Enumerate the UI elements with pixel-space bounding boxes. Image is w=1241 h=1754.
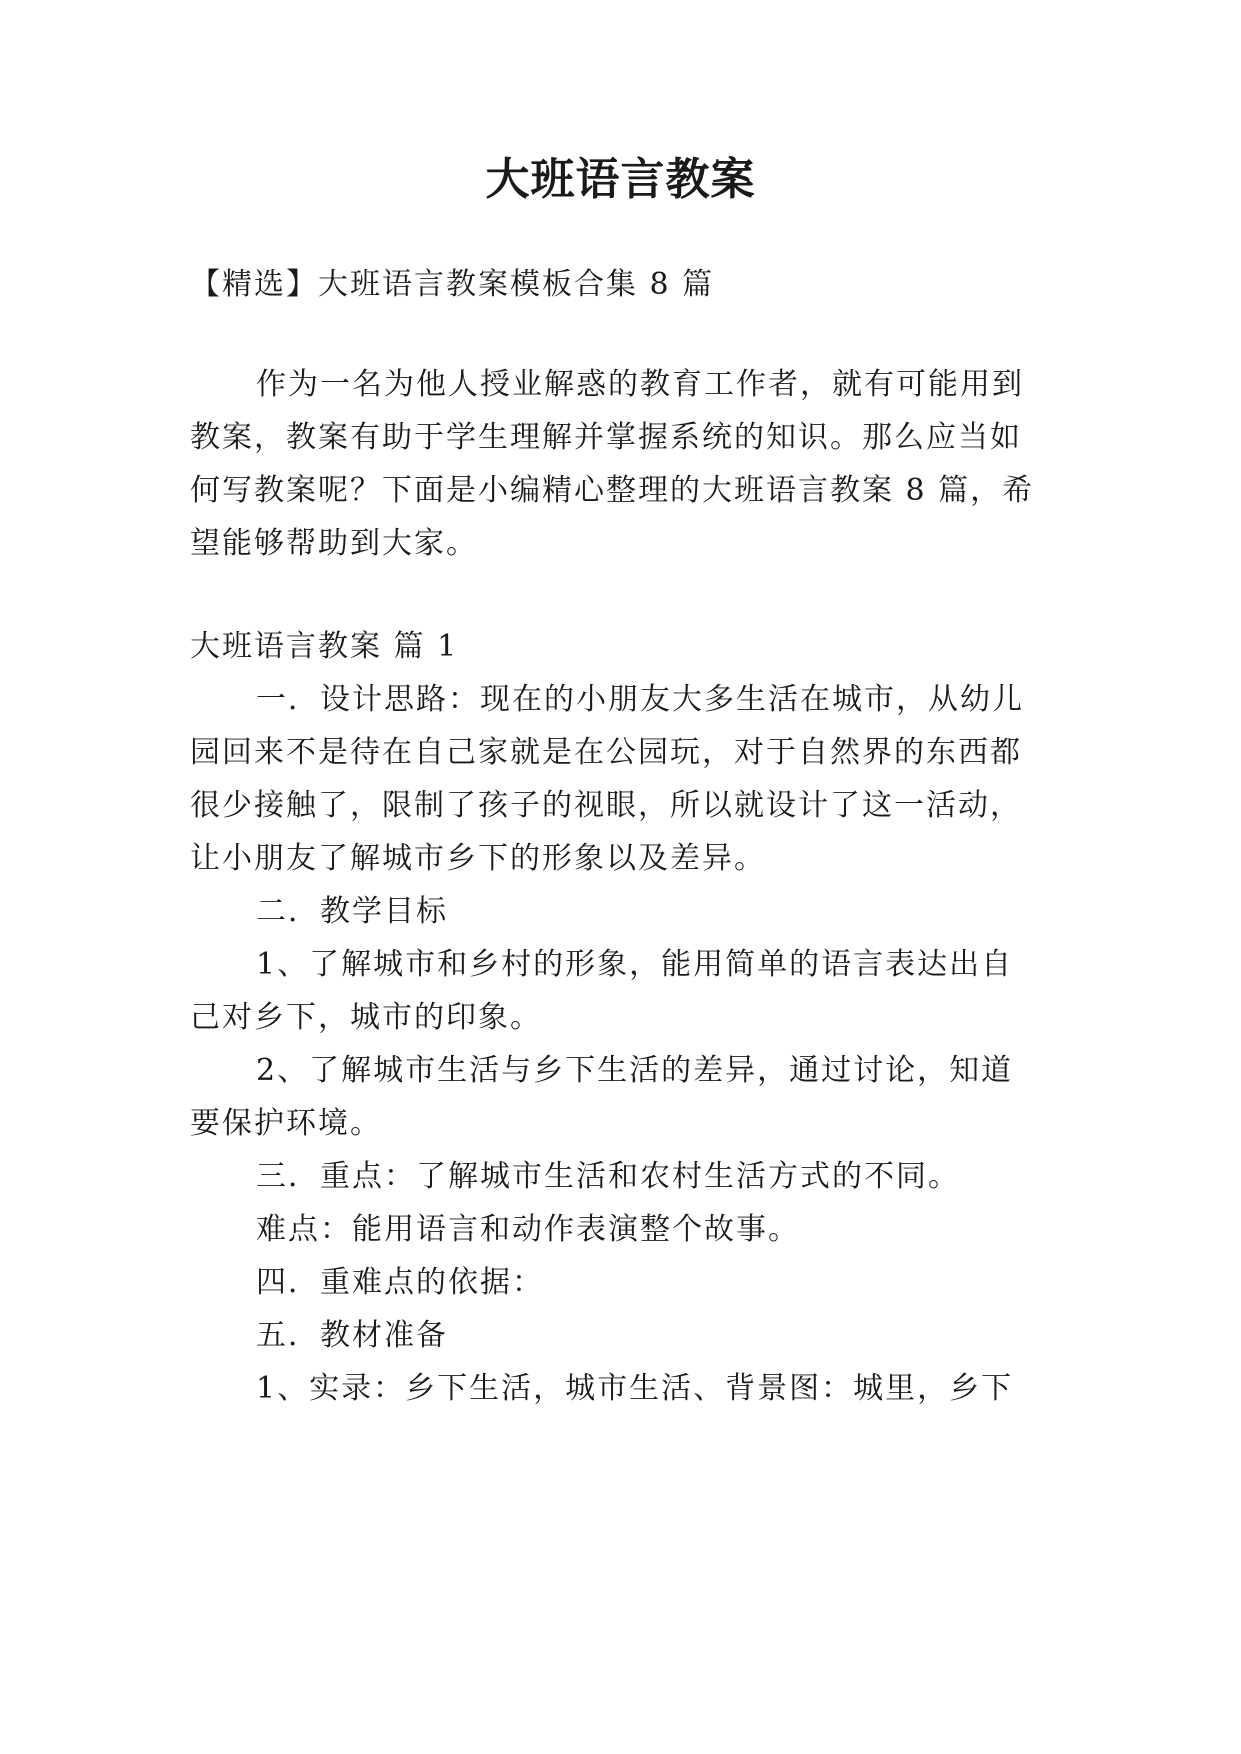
body-line: 一．设计思路：现在的小朋友大多生活在城市，从幼儿 [256, 682, 1024, 717]
body-line: 难点：能用语言和动作表演整个故事。 [256, 1212, 800, 1247]
intro-line: 望能够帮助到大家。 [190, 526, 478, 561]
body-line: 让小朋友了解城市乡下的形象以及差异。 [190, 841, 766, 876]
document-subtitle: 【精选】大班语言教案模板合集 8 篇 [190, 267, 715, 302]
body-line: 很少接触了，限制了孩子的视眼，所以就设计了这一活动， [190, 788, 1022, 823]
document-title: 大班语言教案 [485, 154, 756, 205]
section-heading: 大班语言教案 篇 1 [190, 629, 459, 664]
body-line: 四．重难点的依据： [256, 1265, 544, 1300]
body-line: 己对乡下，城市的印象。 [190, 1000, 542, 1035]
body-line: 三．重点：了解城市生活和农村生活方式的不同。 [256, 1159, 960, 1194]
intro-line: 教案，教案有助于学生理解并掌握系统的知识。那么应当如 [190, 420, 1022, 455]
body-line: 1、实录：乡下生活，城市生活、背景图：城里，乡下 [256, 1371, 1014, 1406]
body-line: 1、了解城市和乡村的形象，能用简单的语言表达出自 [256, 947, 1014, 982]
body-line: 园回来不是待在自己家就是在公园玩，对于自然界的东西都 [190, 735, 1022, 770]
intro-line: 作为一名为他人授业解惑的教育工作者，就有可能用到 [256, 367, 1024, 402]
body-line: 二．教学目标 [256, 894, 448, 929]
body-line: 五．教材准备 [256, 1318, 448, 1353]
intro-line: 何写教案呢？下面是小编精心整理的大班语言教案 8 篇，希 [190, 473, 1035, 508]
body-line: 要保护环境。 [190, 1106, 382, 1141]
body-line: 2、了解城市生活与乡下生活的差异，通过讨论，知道 [256, 1053, 1014, 1088]
